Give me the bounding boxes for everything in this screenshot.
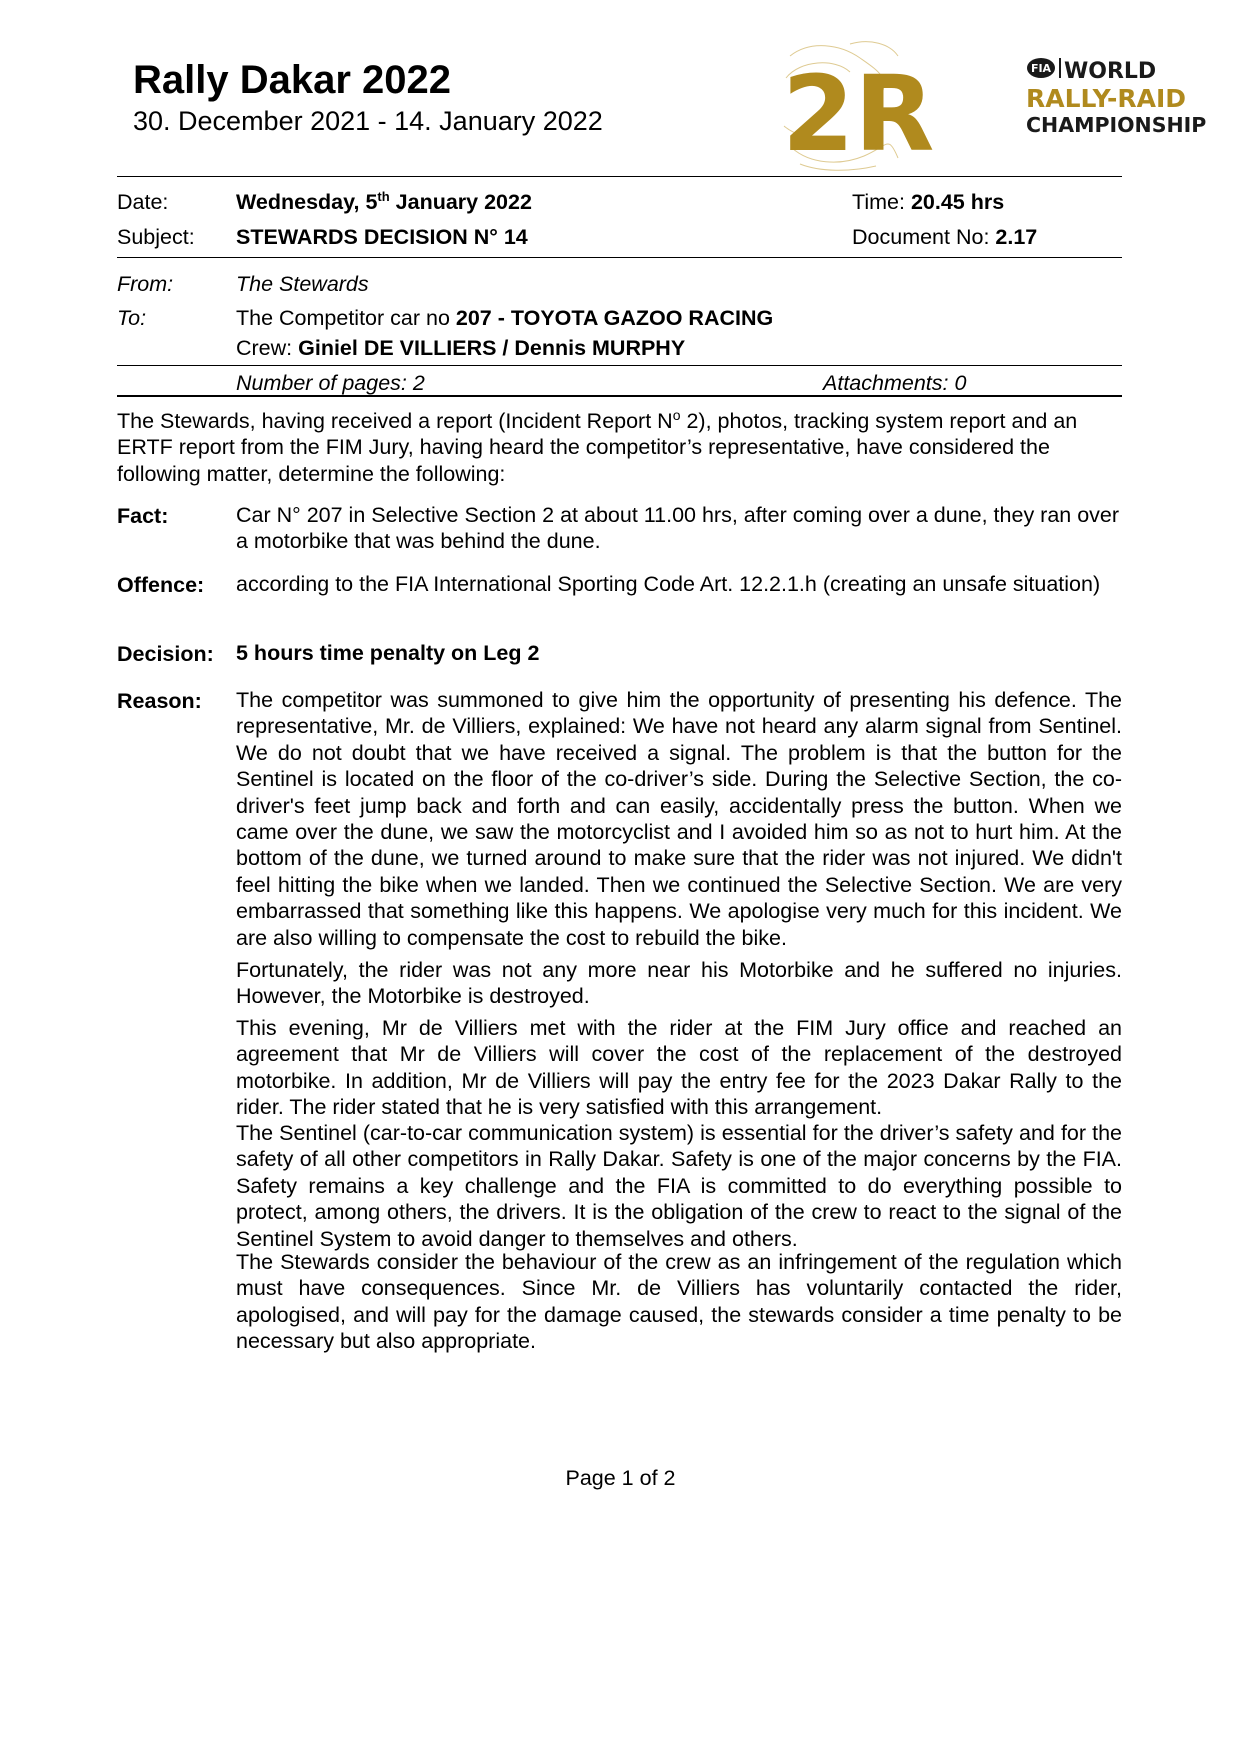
offence-label: Offence: bbox=[117, 573, 205, 597]
reason-paragraph: Fortunately, the rider was not any more near his Motorbike and he suffered no injuries. However, the Motorbike is destroyed. bbox=[236, 958, 1122, 1009]
from-value: The Stewards bbox=[236, 272, 369, 296]
decision-label: Decision: bbox=[117, 642, 214, 666]
logo-word-world: WORLD bbox=[1064, 59, 1157, 84]
event-dates: 30. December 2021 - 14. January 2022 bbox=[133, 106, 603, 136]
reason-paragraph: The competitor was summoned to give him the opportunity of presenting his defence. The representative, Mr. de Villiers, explained: We have not heard any alarm signal from Sentinel. We do not doubt that we have received a signal. The problem is that the button for the Sentinel is located on the floor of the co-driver’s side. During the Selective Section, the co-driver's feet jump back and forth and can easily, accidentally press the button. When we came over the dune, we saw the motorcyclist and I avoided him so as not to hurt him. At the bottom of the dune, we turned around to make sure that the rider was not injured. We didn't feel hitting the bike when we landed. Then we continued the Selective Section. We are very embarrassed that something like this happens. We apologise very much for this incident. We are also willing to compensate the cost to rebuild the bike. bbox=[236, 688, 1122, 950]
date-value: Wednesday, 5th January 2022 bbox=[236, 188, 532, 214]
fia-badge-icon bbox=[1027, 58, 1055, 78]
reason-paragraph: This evening, Mr de Villiers met with the rider at the FIM Jury office and reached an agreement that Mr de Villiers will cover the cost of the replacement of the destroyed motorbike. In addition, Mr de Villiers will pay the entry fee for the 2023 Dakar Rally to the rider. The rider stated that he is very satisfied with this arrangement. bbox=[236, 1016, 1122, 1120]
reason-paragraph: The Stewards consider the behaviour of the crew as an infringement of the regulation which must have consequences. Since Mr. de Villiers has voluntarily contacted the rider, apologised, and will pay for the damage caused, the stewards consider a time penalty to be necessary but also appropriate. bbox=[236, 1250, 1122, 1354]
world-rally-raid-championship-logo bbox=[780, 38, 1207, 175]
decision-text: 5 hours time penalty on Leg 2 bbox=[236, 641, 540, 665]
offence-text: according to the FIA International Sporting Code Art. 12.2.1.h (creating an unsafe situation) bbox=[236, 572, 1101, 596]
attachments: Attachments: 0 bbox=[823, 371, 967, 395]
reason-paragraph: The Sentinel (car-to-car communication system) is essential for the driver’s safety and for the safety of all other competitors in Rally Dakar. Safety is one of the major concerns by the FIA. Safety remains a key challenge and the FIA is committed to do everything possible to protect, among others, the drivers. It is the obligation of the crew to react to the signal of the Sentinel System to avoid danger to themselves and others. bbox=[236, 1121, 1122, 1251]
fact-label: Fact: bbox=[117, 504, 169, 528]
to-label: To: bbox=[117, 306, 147, 330]
date-label: Date: bbox=[117, 190, 169, 214]
divider bbox=[117, 176, 1122, 177]
document-number-field: Document No: 2.17 bbox=[852, 225, 1038, 249]
logo-mark: 2R bbox=[782, 53, 935, 175]
reason-label: Reason: bbox=[117, 689, 202, 713]
fact-text: Car N° 207 in Selective Section 2 at about 11.00 hrs, after coming over a dune, they ran over a motorbike that was behind the dune. bbox=[236, 503, 1120, 554]
subject-label: Subject: bbox=[117, 225, 195, 249]
divider bbox=[117, 365, 1122, 366]
to-value: The Competitor car no 207 - TOYOTA GAZOO RACING bbox=[236, 306, 774, 330]
logo-word-rally-raid: RALLY-RAID bbox=[1026, 84, 1187, 113]
divider-thick bbox=[117, 395, 1122, 397]
logo-word-championship: CHAMPIONSHIP bbox=[1026, 113, 1207, 137]
time-field: Time: 20.45 hrs bbox=[852, 190, 1005, 214]
intro-paragraph: The Stewards, having received a report (Incident Report $N^o$ 2), photos, tracking system report and an ERTF report from the FIM Jury, having heard the competitor’s representative, have considered the following matter, determine the following: bbox=[117, 406, 1078, 486]
document-title: Rally Dakar 2022 bbox=[133, 58, 452, 102]
page-number: Page 1 of 2 bbox=[565, 1466, 676, 1490]
number-of-pages: Number of pages: 2 bbox=[236, 371, 425, 395]
subject-value: STEWARDS DECISION N° 14 bbox=[236, 225, 528, 249]
crew-value: Crew: Giniel DE VILLIERS / Dennis MURPHY bbox=[236, 336, 686, 360]
from-label: From: bbox=[117, 272, 174, 296]
svg-text:FIA: FIA bbox=[1030, 62, 1052, 75]
divider bbox=[117, 257, 1122, 258]
